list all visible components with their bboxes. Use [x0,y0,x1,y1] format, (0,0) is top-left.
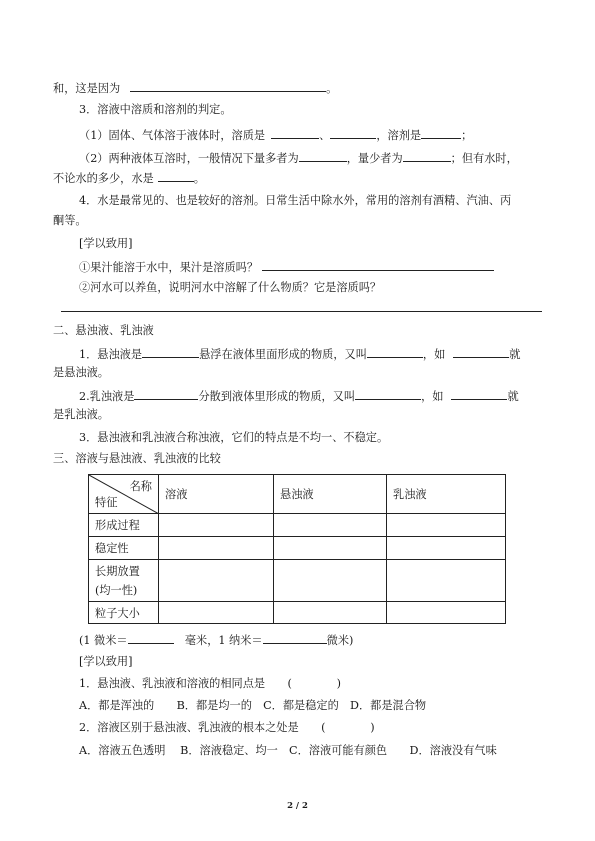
answer-cell[interactable] [387,602,506,624]
text-line: 不论水的多少，水是 。 [53,172,205,185]
page-number: 2 / 2 [287,801,308,811]
text-line: 3．溶液中溶质和溶剂的判定。 [79,103,232,116]
row-header: 粒子大小 [89,602,159,624]
answer-cell[interactable] [274,602,387,624]
answer-blank[interactable] [451,388,507,400]
answer-blank[interactable] [330,127,376,139]
answer-blank[interactable] [403,150,451,162]
answer-cell[interactable] [274,537,387,560]
text-line: （2）两种液体互溶时，一般情况下量多者为 ，量少者为 ；但有水时， [79,152,518,165]
text-line: 4．水是最常见的、也是较好的溶剂。日常生活中除水外，常用的溶剂有酒精、汽油、丙 [79,194,512,207]
row-header: 形成过程 [89,514,159,537]
table-row [89,602,506,624]
comparison-table [88,474,506,624]
answer-blank[interactable] [262,259,494,271]
text-line: (1 微米＝ 毫米，1 纳米＝ 微米) [79,634,354,647]
table-row [89,537,506,560]
text-line: [学以致用] [79,655,133,668]
answer-blank[interactable] [130,80,326,92]
answer-blank[interactable] [142,346,199,358]
answer-blank[interactable] [134,388,198,400]
question-1-options: A．都是浑浊的 B．都是均一的 C．都是稳定的 D．都是混合物 [79,699,427,712]
text-line: ①果汁能溶于水中，果汁是溶质吗？ [79,259,494,275]
answer-blank[interactable] [367,346,423,358]
answer-blank[interactable] [263,632,327,644]
text-line: 酮等。 [53,214,87,227]
answer-cell[interactable] [159,602,274,624]
table-row [89,560,506,602]
answer-cell[interactable] [274,560,387,602]
text-line: （1）固体、气体溶于液体时，溶质是 、 ，溶剂是 ； [79,129,473,142]
column-header: 溶液 [159,475,274,514]
text-line: 1．悬浊液是 悬浮在液体里面形成的物质，又叫 ，如 就 [79,348,521,361]
column-header: 悬浊液 [274,475,387,514]
answer-blank[interactable] [271,127,319,139]
table-corner-cell: 名称 特征 [89,475,159,514]
text-line: [学以致用] [79,237,133,250]
answer-cell[interactable] [387,514,506,537]
question-1: 1．悬浊液、乳浊液和溶液的相同点是 ( ) [79,677,341,690]
row-header: 稳定性 [89,537,159,560]
text-line: 是悬浊液。 [53,366,109,379]
answer-paren[interactable]: ( ) [321,721,375,734]
answer-blank[interactable] [453,346,509,358]
answer-cell[interactable] [159,514,274,537]
column-header: 乳浊液 [387,475,506,514]
answer-blank[interactable] [128,632,174,644]
row-header: 长期放置 (均一性) [89,560,159,602]
answer-blank[interactable] [158,170,194,182]
answer-paren[interactable]: ( ) [287,677,341,690]
answer-blank[interactable] [355,388,421,400]
answer-line[interactable] [61,311,542,312]
answer-blank[interactable] [299,150,347,162]
text-line: ②河水可以养鱼，说明河水中溶解了什么物质？它是溶质吗？ [79,281,382,294]
text-line: 和，这是因为 。 [53,82,338,95]
answer-cell[interactable] [274,514,387,537]
text-line: 3．悬浊液和乳浊液合称浊液，它们的特点是不均一、不稳定。 [79,431,389,444]
answer-cell[interactable] [159,560,274,602]
answer-cell[interactable] [159,537,274,560]
answer-cell[interactable] [387,537,506,560]
table-header-row [89,475,506,514]
section-heading: 二、悬浊液、乳浊液 [53,324,154,337]
answer-blank[interactable] [421,127,461,139]
answer-cell[interactable] [387,560,506,602]
text-line: 2.乳浊液是 分散到液体里形成的物质，又叫 ，如 就 [79,390,519,403]
section-heading: 三、溶液与悬浊液、乳浊液的比较 [53,452,221,465]
question-2: 2．溶液区别于悬浊液、乳浊液的根本之处是 ( ) [79,721,375,734]
table-row [89,514,506,537]
text-line: 是乳浊液。 [53,408,109,421]
question-2-options: A．溶液五色透明 B．溶液稳定、均一 C．溶液可能有颜色 D．溶液没有气味 [79,744,497,757]
